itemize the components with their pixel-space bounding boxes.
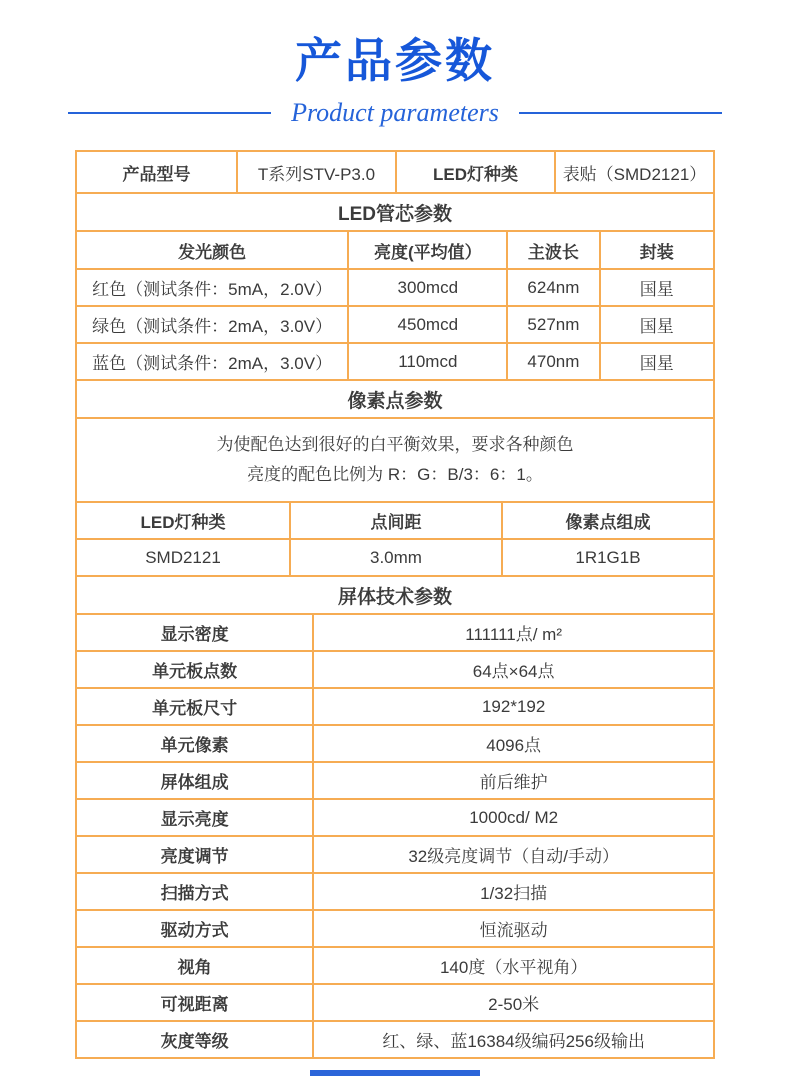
tech-value: 2-50米 <box>312 985 713 1020</box>
tech-label: 灰度等级 <box>160 1032 229 1051</box>
led-red-brightness: 300mcd <box>347 270 506 305</box>
product-model-value: T系列STV-P3.0 <box>236 152 395 192</box>
tech-value: 32级亮度调节（自动/手动） <box>312 837 713 872</box>
pixel-values-row <box>77 538 713 575</box>
tech-row-module-size <box>77 687 713 724</box>
tech-row-density <box>77 613 713 650</box>
tech-row-module-pixels <box>77 724 713 761</box>
section-title-pixel: 像素点参数 <box>347 390 443 412</box>
tech-value: 64点×64点 <box>312 652 713 687</box>
led-row-red <box>77 268 713 305</box>
table-row-model <box>77 152 713 192</box>
tech-label: 亮度调节 <box>160 847 229 866</box>
product-model-label: 产品型号 <box>122 164 191 184</box>
divider-right <box>519 112 722 114</box>
subtitle-row <box>0 98 790 128</box>
pitch-value: 3.0mm <box>289 540 501 575</box>
pixel-note-row <box>77 417 713 501</box>
tech-row-drive-mode <box>77 909 713 946</box>
led-blue-wavelength: 470nm <box>506 344 598 379</box>
tech-row-view-angle <box>77 946 713 983</box>
lamp-type-label: LED灯种类 <box>395 152 554 192</box>
led-blue-brightness: 110mcd <box>347 344 506 379</box>
tech-row-scan-mode <box>77 872 713 909</box>
tech-label: 扫描方式 <box>160 884 229 903</box>
tech-value: 恒流驱动 <box>312 911 713 946</box>
tech-label: 显示亮度 <box>160 810 229 829</box>
tech-value: 111111点/ m² <box>312 615 713 650</box>
section-header-pixel <box>77 379 713 417</box>
section-header-tech <box>77 575 713 613</box>
tech-value: 前后维护 <box>312 763 713 798</box>
tech-row-screen-composition <box>77 761 713 798</box>
led-row-blue <box>77 342 713 379</box>
tech-label: 单元像素 <box>160 736 229 755</box>
section-header-led <box>77 192 713 230</box>
page-subtitle: Product parameters <box>291 98 499 127</box>
divider-left <box>68 112 271 114</box>
led-blue-condition: 蓝色（测试条件：2mA，3.0V） <box>92 354 333 373</box>
white-balance-note-line2: 亮度的配色比例为 R：G：B/3：6：1。 <box>247 465 543 484</box>
led-red-condition: 红色（测试条件：5mA，2.0V） <box>92 280 333 299</box>
page-title: 产品参数 <box>295 34 495 87</box>
tech-row-brightness-adjust <box>77 835 713 872</box>
lamp-type-smd-value: SMD2121 <box>145 547 221 567</box>
col-header-lamp-type: LED灯种类 <box>140 513 226 532</box>
tech-label: 驱动方式 <box>160 921 229 940</box>
col-header-pitch: 点间距 <box>289 503 501 538</box>
tech-value: 1000cd/ M2 <box>312 800 713 835</box>
pixel-columns-row <box>77 501 713 538</box>
led-red-wavelength: 624nm <box>506 270 598 305</box>
pixel-config-value: 1R1G1B <box>501 540 713 575</box>
spec-table <box>75 150 715 1059</box>
col-header-package: 封装 <box>599 232 713 268</box>
col-header-brightness: 亮度(平均值） <box>347 232 506 268</box>
tech-label: 可视距离 <box>160 995 229 1014</box>
tech-row-gray-level <box>77 1020 713 1057</box>
col-header-wavelength: 主波长 <box>506 232 598 268</box>
tech-value: 140度（水平视角） <box>312 948 713 983</box>
led-row-green <box>77 305 713 342</box>
tech-value: 红、绿、蓝16384级编码256级输出 <box>312 1022 713 1057</box>
tech-row-view-distance <box>77 983 713 1020</box>
tech-label: 单元板尺寸 <box>152 699 238 718</box>
tech-label: 单元板点数 <box>152 662 238 681</box>
next-section-banner-cutoff <box>310 1070 480 1076</box>
tech-value: 1/32扫描 <box>312 874 713 909</box>
led-green-package: 国星 <box>599 307 713 342</box>
led-green-brightness: 450mcd <box>347 307 506 342</box>
tech-row-module-dots <box>77 650 713 687</box>
col-header-pixel-config: 像素点组成 <box>501 503 713 538</box>
led-green-wavelength: 527nm <box>506 307 598 342</box>
tech-row-brightness <box>77 798 713 835</box>
led-blue-package: 国星 <box>599 344 713 379</box>
led-red-package: 国星 <box>599 270 713 305</box>
tech-value: 192*192 <box>312 689 713 724</box>
white-balance-note <box>77 419 713 501</box>
tech-label: 屏体组成 <box>160 773 229 792</box>
lamp-type-value: 表贴（SMD2121） <box>554 152 713 192</box>
tech-label: 显示密度 <box>160 625 229 644</box>
section-title-led: LED管芯参数 <box>337 203 452 225</box>
led-columns-row <box>77 230 713 268</box>
led-green-condition: 绿色（测试条件：2mA，3.0V） <box>92 317 333 336</box>
white-balance-note-line1: 为使配色达到很好的白平衡效果，要求各种颜色 <box>216 435 574 454</box>
section-title-tech: 屏体技术参数 <box>337 586 452 608</box>
col-header-color: 发光颜色 <box>178 242 247 262</box>
tech-value: 4096点 <box>312 726 713 761</box>
tech-label: 视角 <box>177 958 212 977</box>
